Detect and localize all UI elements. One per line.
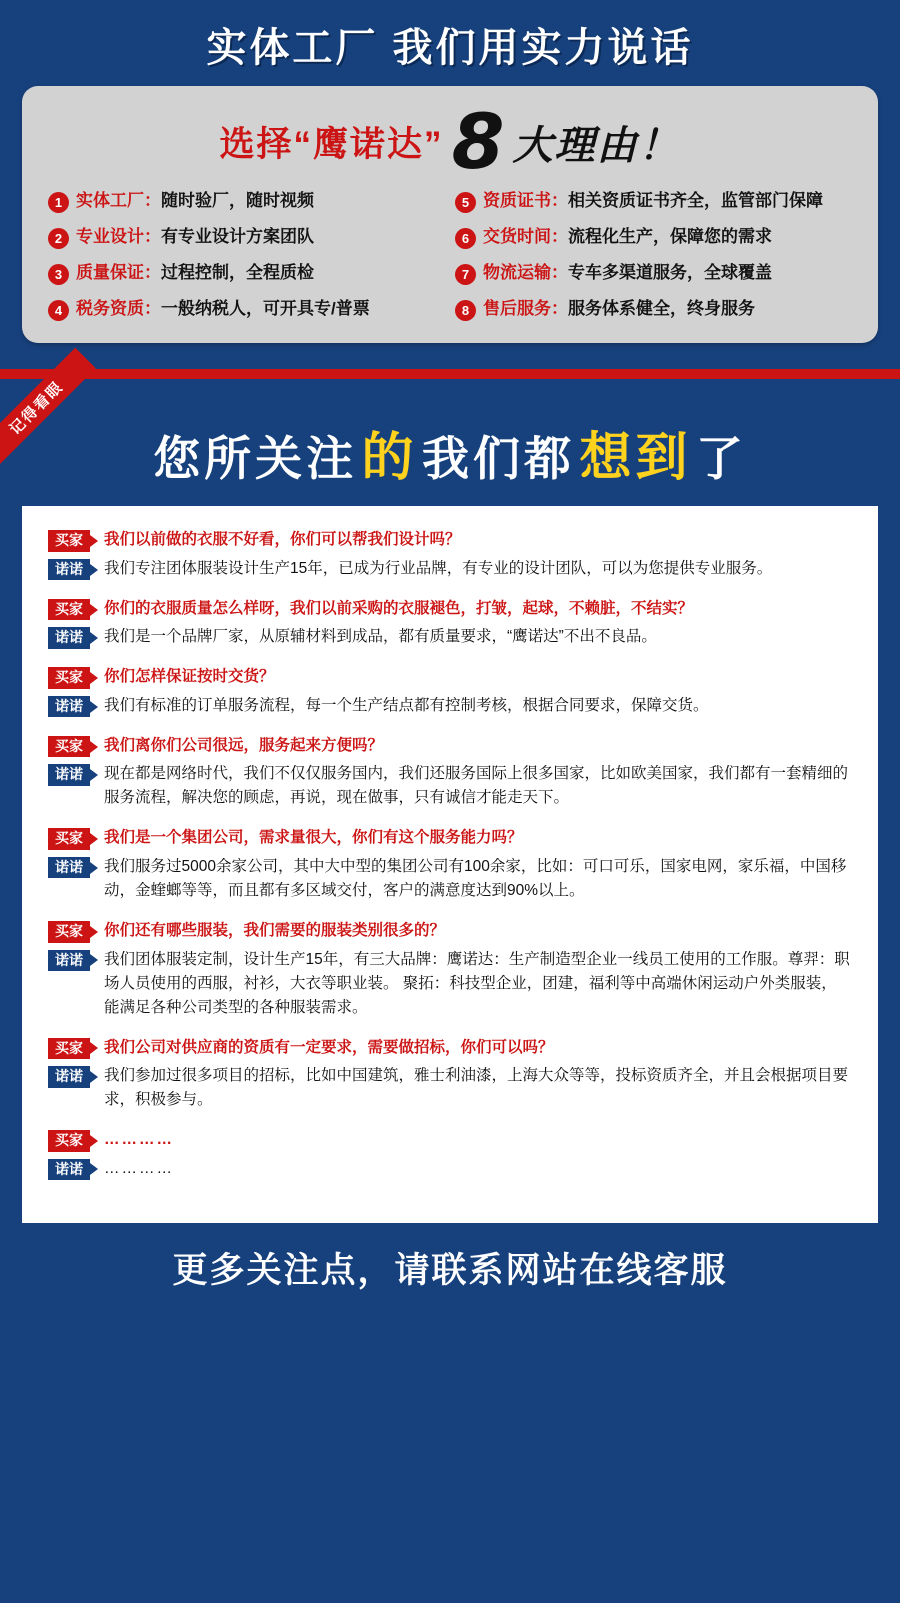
faq-question-row xyxy=(48,1128,852,1152)
reason-title: 税务资质： xyxy=(76,299,161,319)
faq-answer-row xyxy=(48,1157,852,1181)
faq-answer-row xyxy=(48,625,852,649)
faq-answer-text: 我们专注团体服装设计生产15年，已成为行业品牌，有专业的设计团队，可以为您提供专业服务。 xyxy=(104,559,773,577)
reason-title: 实体工厂： xyxy=(76,191,161,211)
faq-item xyxy=(48,597,852,650)
faq-question-text: 你们怎样保证按时交货？ xyxy=(104,668,275,686)
buyer-tag: 买家 xyxy=(48,530,90,552)
buyer-tag: 买家 xyxy=(48,736,90,758)
reason-number-badge: 6 xyxy=(455,228,476,249)
reply-tag: 诺诺 xyxy=(48,696,90,718)
section-divider-stripe xyxy=(0,369,900,379)
faq-answer-row xyxy=(48,855,852,903)
buyer-tag: 买家 xyxy=(48,828,90,850)
section1-headline: 实体工厂 我们用实力说话 xyxy=(206,26,694,70)
faq-section xyxy=(0,379,900,1314)
faq-answer-row xyxy=(48,694,852,718)
eight-reasons-card xyxy=(22,86,878,343)
heading-brand-text: 选择“鹰诺达” xyxy=(219,125,444,165)
reason-number-badge: 3 xyxy=(48,264,69,285)
faq-heading-part-3: 我们都 xyxy=(422,432,575,486)
faq-answer-row xyxy=(48,762,852,810)
faq-question-row xyxy=(48,528,852,552)
faq-footer-cta: 更多关注点，请联系网站在线客服 xyxy=(172,1250,728,1290)
reason-item xyxy=(455,298,852,321)
reason-text: 流程化生产，保障您的需求 xyxy=(568,227,772,247)
reason-number-badge: 4 xyxy=(48,300,69,321)
faq-heading-part-5: 了 xyxy=(695,432,747,486)
faq-item xyxy=(48,1128,852,1181)
faq-question-text: 你们的衣服质量怎么样呀，我们以前采购的衣服褪色，打皱，起球，不赖脏，不结实？ xyxy=(104,599,694,617)
buyer-tag: 买家 xyxy=(48,1038,90,1060)
reason-text: 相关资质证书齐全，监管部门保障 xyxy=(568,191,823,211)
buyer-tag: 买家 xyxy=(48,667,90,689)
reason-text: 过程控制，全程质检 xyxy=(161,263,314,283)
reason-title: 物流运输： xyxy=(483,263,568,283)
buyer-tag: 买家 xyxy=(48,1130,90,1152)
reason-item xyxy=(455,262,852,285)
reason-title: 售后服务： xyxy=(483,299,568,319)
faq-heading xyxy=(22,389,878,506)
faq-answer-row xyxy=(48,557,852,581)
reason-title: 质量保证： xyxy=(76,263,161,283)
reason-text: 一般纳税人，可开具专/普票 xyxy=(161,299,370,319)
faq-question-row xyxy=(48,734,852,758)
buyer-tag: 买家 xyxy=(48,921,90,943)
reason-text: 服务体系健全，终身服务 xyxy=(568,299,755,319)
reason-number-badge: 7 xyxy=(455,264,476,285)
faq-item xyxy=(48,665,852,718)
reason-number-badge: 8 xyxy=(455,300,476,321)
reason-item xyxy=(455,190,852,213)
reason-text: 专车多渠道服务，全球覆盖 xyxy=(568,263,772,283)
reply-tag: 诺诺 xyxy=(48,1066,90,1088)
faq-question-row xyxy=(48,919,852,943)
reason-text: 随时验厂，随时视频 xyxy=(161,191,314,211)
reply-tag: 诺诺 xyxy=(48,857,90,879)
reply-tag: 诺诺 xyxy=(48,1159,90,1181)
reasons-grid xyxy=(48,190,852,321)
faq-question-row xyxy=(48,597,852,621)
faq-answer-text: 我们是一个品牌厂家，从原辅材料到成品，都有质量要求，“鹰诺达”不出不良品。 xyxy=(104,628,657,646)
faq-question-row xyxy=(48,826,852,850)
faq-item xyxy=(48,919,852,1020)
faq-question-row xyxy=(48,665,852,689)
faq-answer-text: 我们服务过5000余家公司，其中大中型的集团公司有100余家，比如：可口可乐，国家电网，家乐福，中国移动，金蝰螂等等，而且都有多区域交付，客户的满意度达到90%以上。 xyxy=(104,857,847,899)
faq-question-text: 我们是一个集团公司，需求量很大，你们有这个服务能力吗？ xyxy=(104,829,523,847)
faq-item xyxy=(48,734,852,811)
faq-item xyxy=(48,1036,852,1113)
faq-answer-text: 我们有标准的订单服务流程，每一个生产结点都有控制考核，根据合同要求，保障交货。 xyxy=(104,696,709,714)
faq-heading-part-2: 的 xyxy=(361,429,418,488)
buyer-tag: 买家 xyxy=(48,599,90,621)
reason-number-badge: 1 xyxy=(48,192,69,213)
eight-reasons-heading xyxy=(48,97,852,190)
faq-question-row xyxy=(48,1036,852,1060)
faq-item xyxy=(48,528,852,581)
faq-question-text: 我们离你们公司很远，服务起来方便吗？ xyxy=(104,736,384,754)
faq-answer-text: 现在都是网络时代，我们不仅仅服务国内，我们还服务国际上很多国家，比如欧美国家，我们都有一套精细的服务流程，解决您的顾虑，再说，现在做事，只有诚信才能走天下。 xyxy=(104,765,849,807)
reason-item xyxy=(48,298,445,321)
faq-answer-text: 我们团体服装定制，设计生产15年，有三大品牌：鹰诺达：生产制造型企业一线员工使用的工作服。尊羿：职场人员使用的西服，衬衫，大衣等职业装。 聚拓：科技型企业，团建，福利等中高端休闲运动户外类服装，能满足各种公司类型的各种服装需求。 xyxy=(104,950,850,1016)
faq-answer-text: 我们参加过很多项目的招标，比如中国建筑，雅士利油漆，上海大众等等，投标资质齐全，并且会根据项目要求，积极参与。 xyxy=(104,1067,849,1109)
reason-item xyxy=(48,190,445,213)
reply-tag: 诺诺 xyxy=(48,764,90,786)
faq-answer-text: ………… xyxy=(104,1159,174,1177)
reason-number-badge: 5 xyxy=(455,192,476,213)
reason-title: 资质证书： xyxy=(483,191,568,211)
factory-strength-section xyxy=(0,0,900,369)
reply-tag: 诺诺 xyxy=(48,627,90,649)
faq-heading-part-1: 您所关注 xyxy=(153,432,358,486)
corner-ribbon: 记得看眼 xyxy=(0,348,96,468)
faq-question-text: 我们公司对供应商的资质有一定要求，需要做招标，你们可以吗？ xyxy=(104,1038,554,1056)
reason-title: 专业设计： xyxy=(76,227,161,247)
faq-heading-part-4: 想到 xyxy=(579,429,692,488)
reason-item xyxy=(48,226,445,249)
reason-number-badge: 2 xyxy=(48,228,69,249)
reason-item xyxy=(48,262,445,285)
faq-answer-row xyxy=(48,948,852,1020)
reason-title: 交货时间： xyxy=(483,227,568,247)
heading-number-eight: 8 xyxy=(451,97,505,186)
faq-question-text: 我们以前做的衣服不好看，你们可以帮我们设计吗？ xyxy=(104,531,461,549)
reason-text: 有专业设计方案团队 xyxy=(161,227,314,247)
reply-tag: 诺诺 xyxy=(48,559,90,581)
faq-item xyxy=(48,826,852,903)
reason-item xyxy=(455,226,852,249)
faq-question-text: 你们还有哪些服装，我们需要的服装类别很多的？ xyxy=(104,922,446,939)
faq-answer-row xyxy=(48,1064,852,1112)
faq-question-text: ………… xyxy=(104,1131,174,1149)
faq-list xyxy=(22,506,878,1222)
heading-suffix-text: 大理由！ xyxy=(512,123,681,168)
reply-tag: 诺诺 xyxy=(48,950,90,972)
